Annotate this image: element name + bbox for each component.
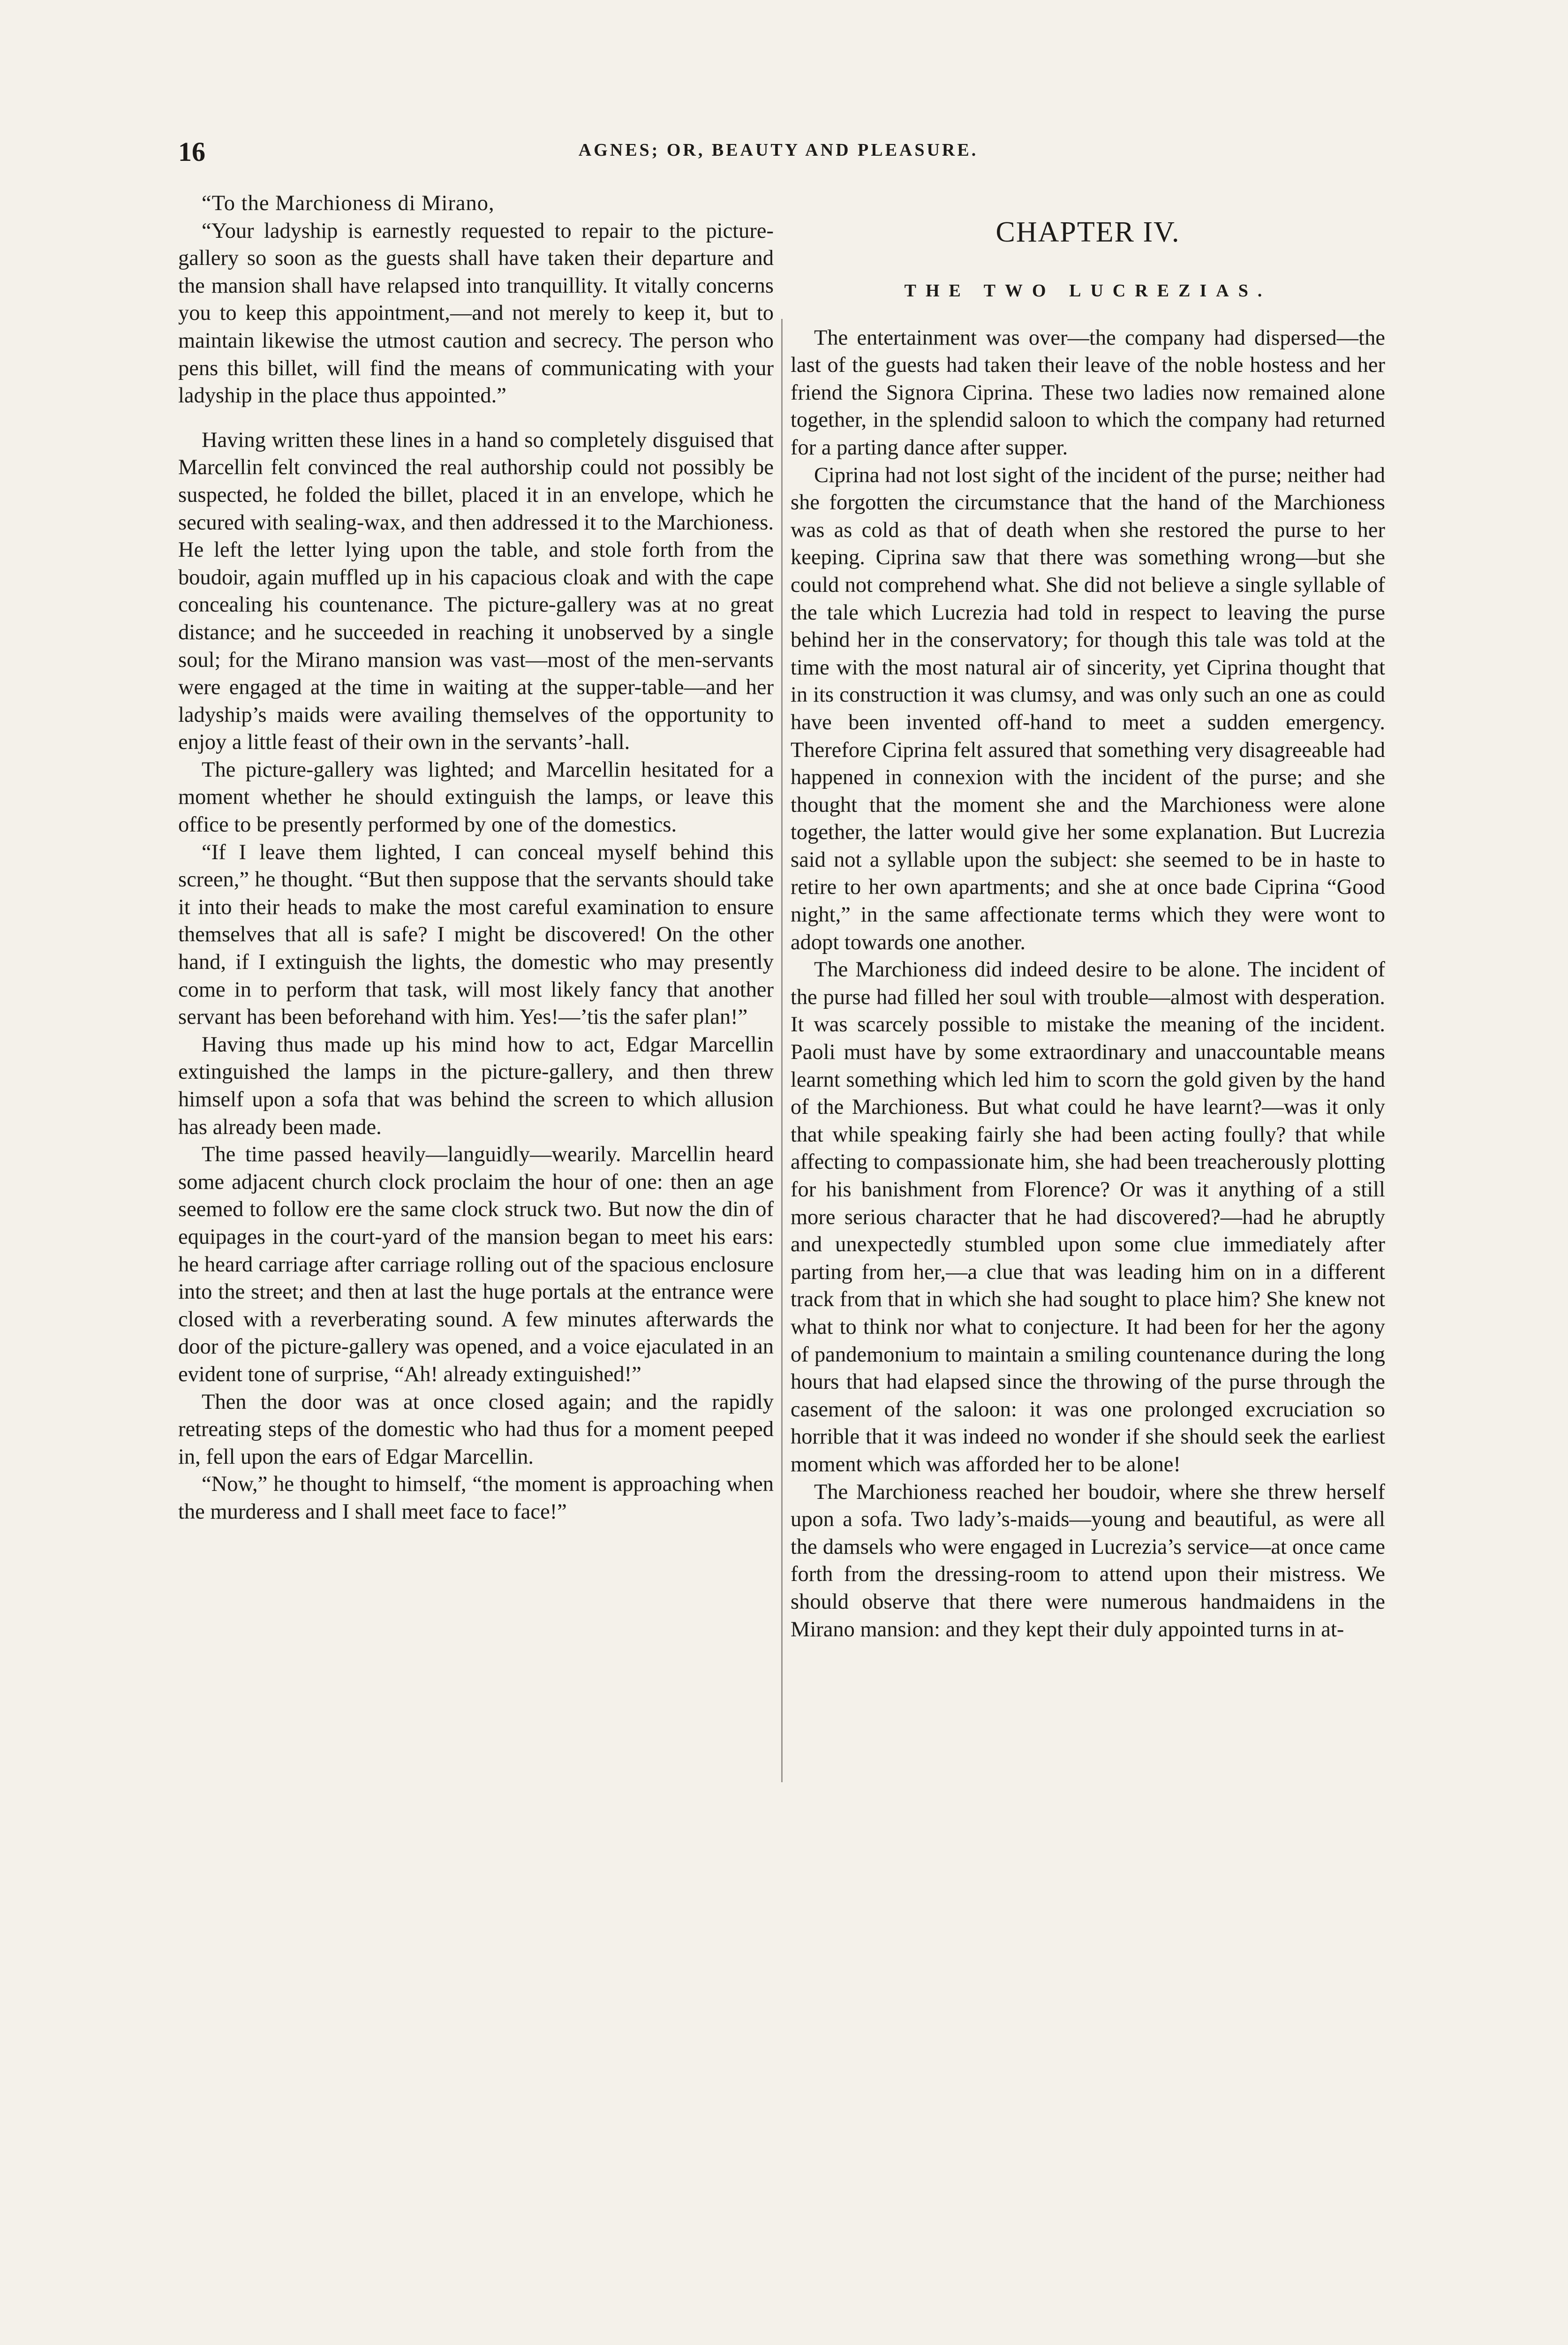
paragraph: The Marchioness reached her boudoir, where she threw herself upon a sofa. Two lady’s-maids—young and beautiful, as were all the damsels who were engaged in Lucrezia’s service—at once came forth from the dressing-room to attend upon their mistress. We should observe that there were numerous handmaidens in the Mirano mansion: and they kept their duly appointed turns in at-: [791, 1480, 1385, 1642]
paragraph: The picture-gallery was lighted; and Marcellin hesitated for a moment whether he should extinguish the lamps, or leave this office to be presently performed by one of the domestics.: [178, 757, 774, 837]
paragraph: The Marchioness did indeed desire to be alone. The incident of the purse had filled her soul with trouble—almost with desperation. It was scarcely possible to mistake the meaning of the incident. Paoli must have by some extraordinary and unaccountable means learnt something which led him to scorn the gold given by the hand of the Marchioness. But what could he have learnt?—was it only that while speaking fairly she had been acting foully? that while affecting to compassionate him, she had been treacherously plotting for his banishment from Florence? Or was it anything of a still more serious character that he had discovered?—had he abruptly and unexpectedly stumbled upon some clue immediately after parting from her,—a clue that was leading him on in a different track from that in which she had sought to place him? She knew not what to think nor what to conjecture. It had been for her the agony of pandemonium to maintain a smiling countenance during the long hours that had elapsed since the throwing of the purse through the casement of the saloon: it was one prolonged excruciation so horrible that it was indeed no wonder if she should seek the earliest moment which was afforded her to be alone!: [791, 958, 1385, 1476]
chapter-title: CHAPTER IV.: [995, 216, 1180, 248]
letter-body: “Your ladyship is earnestly requested to repair to the picture-gallery so soon as the guests shall have taken their departure and the mansion shall have relapsed into tranquillity. It vitally concerns you to keep this appointment,—and not merely to keep it, but to maintain likewise the utmost caution and secrecy. The person who pens this billet, will find the means of communicating with your ladyship in the place thus appointed.”: [178, 219, 774, 408]
paragraph: The time passed heavily—languidly—wearily. Marcellin heard some adjacent church clock proclaim the hour of one: then an age seemed to follow ere the same clock struck two. But now the din of equipages in the court-yard of the mansion began to meet his ears: he heard carriage after carriage rolling out of the spacious enclosure into the street; and then at last the huge portals at the entrance were closed with a reverberating sound. A few minutes afterwards the door of the picture-gallery was opened, and a voice ejaculated in an evident tone of surprise, “Ah! already extinguished!”: [178, 1142, 774, 1386]
column-divider: [781, 319, 783, 1782]
page-number: 16: [178, 136, 205, 167]
paragraph: The entertainment was over—the company had dispersed—the last of the guests had taken their leave of the noble hostess and her friend the Signora Ciprina. These two ladies now remained alone together, in the splendid saloon to which the company had returned for a parting dance after supper.: [791, 325, 1385, 460]
paragraph: Having written these lines in a hand so completely disguised that Marcellin felt convinced the real authorship could not possibly be suspected, he folded the billet, placed it in an envelope, which he secured with sealing-wax, and then addressed it to the Marchioness. He left the letter lying upon the table, and stole forth from the boudoir, again muffled up in his capacious cloak and with the cape concealing his countenance. The picture-gallery was at no great distance; and he succeeded in reaching it unobserved by a single soul; for the Mirano mansion was vast—most of the men-servants were engaged at the time in waiting at the supper-table—and her ladyship’s maids were availing themselves of the opportunity to enjoy a little feast of their own in the servants’-hall.: [178, 428, 774, 755]
paragraph: Having thus made up his mind how to act, Edgar Marcellin extinguished the lamps in the picture-gallery, and then threw himself upon a sofa that was behind the screen to which allusion has already been made.: [178, 1032, 774, 1139]
right-column: [791, 190, 1385, 1643]
running-head: AGNES; OR, BEAUTY AND PLEASURE.: [578, 140, 979, 160]
paragraph: Then the door was at once closed again; and the rapidly retreating steps of the domestic who had thus for a moment peeped in, fell upon the ears of Edgar Marcellin.: [178, 1390, 774, 1469]
paragraph: “Now,” he thought to himself, “the moment is approaching when the murderess and I shall meet face to face!”: [178, 1472, 774, 1524]
paragraph: “If I leave them lighted, I can conceal myself behind this screen,” he thought. “But then suppose that the servants should take it into their heads to make the most careful examination to ensure themselves that all is safe? I might be discovered! On the other hand, if I extinguish the lights, the domestic who may presently come in to perform that task, will most likely fancy that another servant has been beforehand with him. Yes!—’tis the safer plan!”: [178, 840, 774, 1029]
left-column: [178, 190, 774, 1526]
paragraph: Ciprina had not lost sight of the incident of the purse; neither had she forgotten the circumstance that the hand of the Marchioness was as cold as that of death when she restored the purse to her keeping. Ciprina saw that there was something wrong—but she could not comprehend what. She did not believe a single syllable of the tale which Lucrezia had told in respect to leaving the purse behind her in the conservatory; for though this tale was told at the time with the most natural air of sincerity, yet Ciprina thought that in its construction it was clumsy, and was only such an one as could have been invented off-hand to meet a sudden emergency. Therefore Ciprina felt assured that something very disagreeable had happened in connexion with the incident of the purse; and she thought that the moment she and the Marchioness were alone together, the latter would give her some explanation. But Lucrezia said not a syllable upon the subject: she seemed to be in haste to retire to her own apartments; and she at once bade Ciprina “Good night,” in the same affectionate terms which they were wont to adopt towards one another.: [791, 463, 1385, 954]
page-header: [178, 136, 1379, 178]
letter-addressee: “To the Marchioness di Mirano,: [202, 191, 495, 215]
chapter-subtitle: THE TWO LUCREZIAS.: [904, 281, 1272, 301]
